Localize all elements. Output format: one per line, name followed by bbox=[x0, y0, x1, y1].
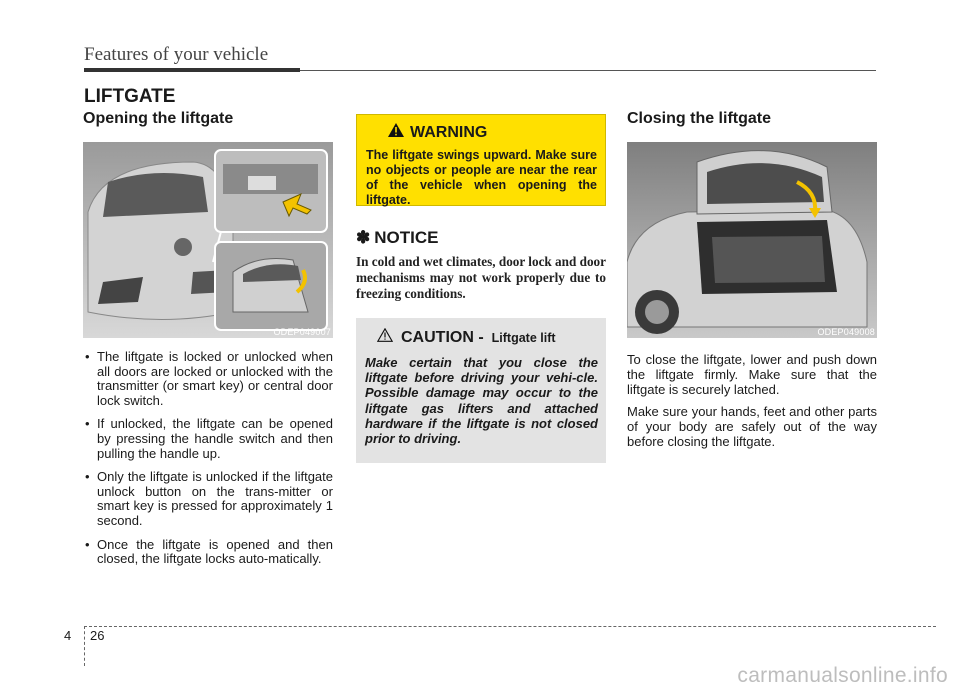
closing-paragraph: To close the liftgate, lower and push down the liftgate firmly. Make sure that the liftgate is securely latched. bbox=[627, 352, 877, 397]
running-header: Features of your vehicle bbox=[84, 44, 269, 65]
list-item: • Only the liftgate is unlocked if the liftgate unlock button on the trans-mitter or smart key is pressed for approximately 1 second. bbox=[83, 470, 333, 528]
closing-paragraph: Make sure your hands, feet and other parts of your body are safely out of the way before closing the liftgate. bbox=[627, 404, 877, 449]
section-title: LIFTGATE bbox=[84, 86, 176, 107]
liftgate-closing-photo bbox=[627, 142, 877, 338]
page-number: 26 bbox=[90, 628, 105, 643]
notice-label: NOTICE bbox=[374, 228, 439, 247]
footer-rule bbox=[84, 626, 936, 627]
notice-title bbox=[356, 228, 606, 248]
opening-heading: Opening the liftgate bbox=[83, 110, 234, 127]
warning-title: WARNING bbox=[410, 123, 488, 141]
caution-box bbox=[356, 318, 606, 463]
opening-bullet-list bbox=[83, 350, 333, 567]
opening-column bbox=[83, 110, 333, 576]
caution-title: CAUTION - bbox=[401, 328, 484, 346]
chapter-number: 4 bbox=[64, 628, 72, 643]
list-item: • Once the liftgate is opened and then closed, the liftgate locks auto-matically. bbox=[83, 538, 333, 567]
caution-triangle-icon bbox=[377, 328, 393, 347]
closing-column bbox=[627, 110, 877, 449]
caution-text: Make certain that you close the liftgate before driving your vehi-cle. Possible damage may occur to the liftgate gas lifters and attached hardware if the liftgate is not closed prior to driving. bbox=[365, 355, 598, 447]
liftgate-opening-photo bbox=[83, 142, 333, 338]
caution-subtitle: Liftgate lift bbox=[491, 330, 556, 345]
header-rule-thin bbox=[300, 70, 876, 71]
footer-divider bbox=[84, 626, 85, 666]
closing-heading: Closing the liftgate bbox=[627, 110, 771, 127]
watermark: carmanualsonline.info bbox=[737, 664, 948, 687]
photo-code: ODEP049008 bbox=[817, 327, 875, 337]
notice-text: In cold and wet climates, door lock and door mechanisms may not work properly due to freezing conditions. bbox=[356, 254, 606, 301]
list-item: • If unlocked, the liftgate can be opened by pressing the handle switch and then pulling the handle up. bbox=[83, 417, 333, 461]
warning-text: The liftgate swings upward. Make sure no objects or people are near the rear of the vehicle when opening the liftgate. bbox=[366, 148, 597, 207]
warning-triangle-icon bbox=[388, 123, 404, 142]
list-item: • The liftgate is locked or unlocked when all doors are locked or unlocked with the transmitter (or smart key) or central door lock switch. bbox=[83, 350, 333, 408]
warning-box bbox=[356, 114, 606, 206]
photo-code: ODEP049007 bbox=[273, 327, 331, 337]
header-rule-thick bbox=[84, 68, 300, 72]
safety-column bbox=[356, 110, 606, 463]
notice-star-icon: ✽ bbox=[356, 228, 371, 247]
